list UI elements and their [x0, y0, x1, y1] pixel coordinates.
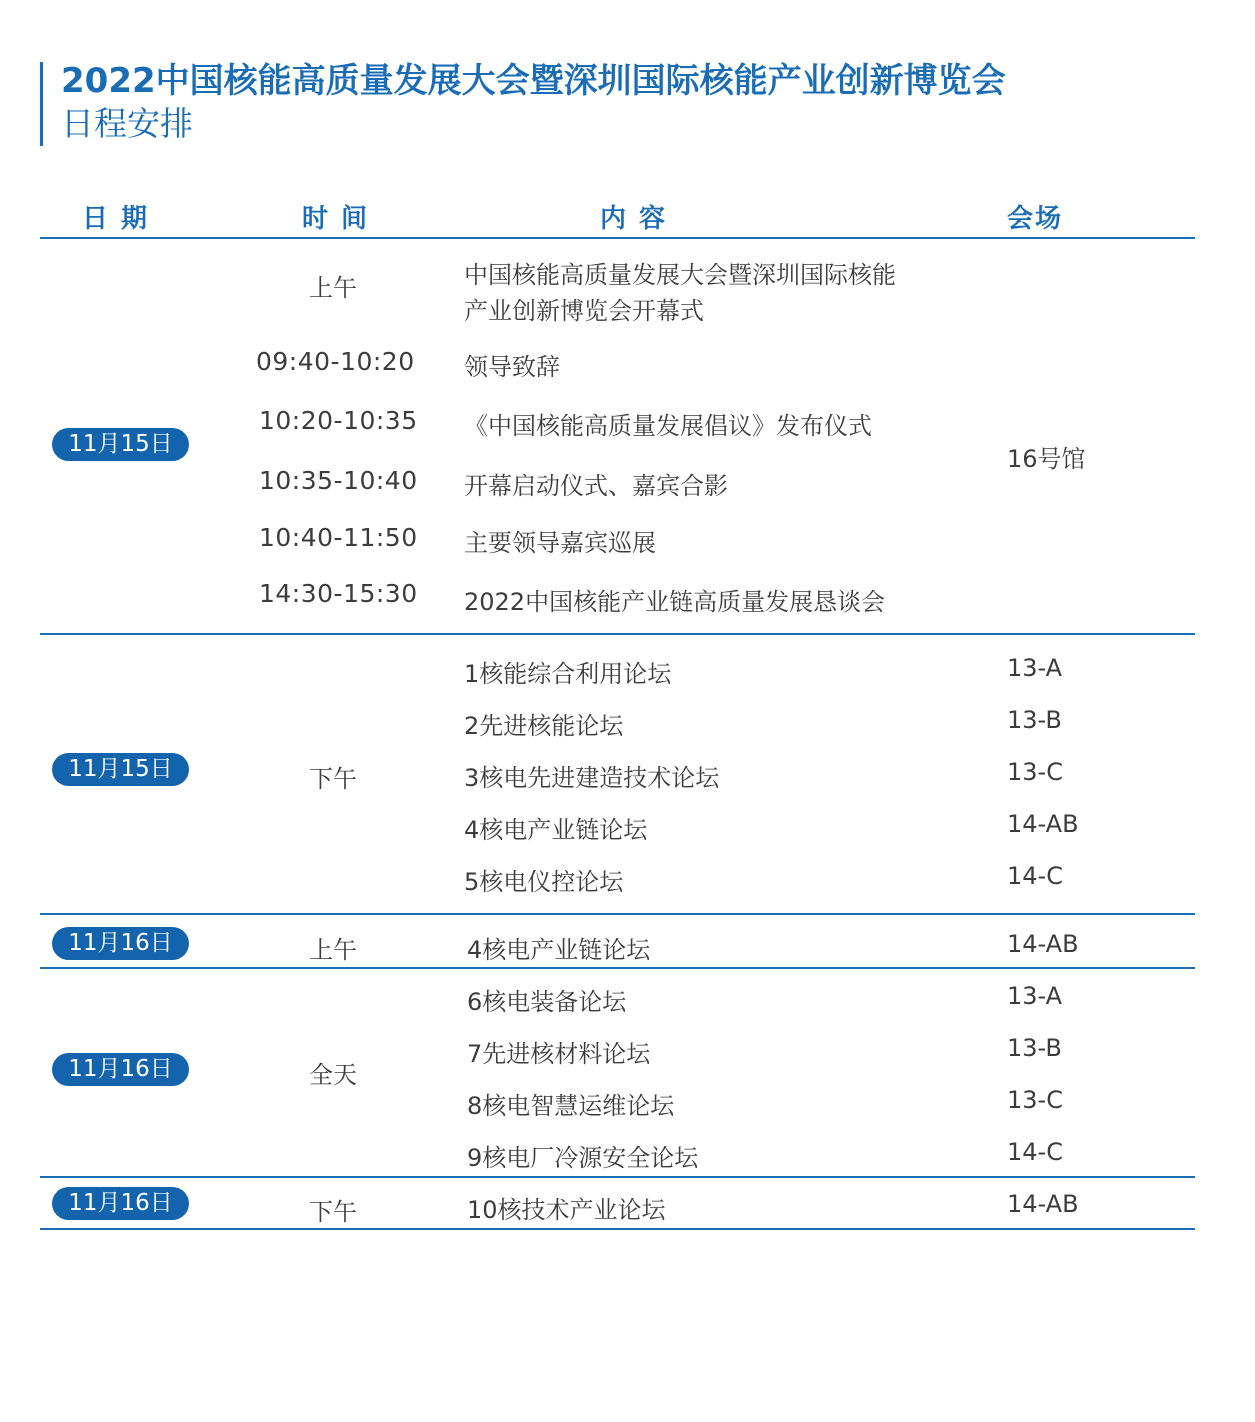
header-date: 日 期 [82, 204, 150, 234]
schedule-time: 14:30-15:30 [259, 579, 418, 608]
schedule-content: 2022中国核能产业链高质量发展恳谈会 [464, 588, 886, 616]
header-time: 时 间 [302, 204, 370, 234]
forum-venue: 13-B [1007, 1034, 1062, 1062]
section-divider [40, 913, 1195, 915]
date-badge: 11月15日 [52, 753, 189, 786]
table-bottom-divider [40, 1228, 1195, 1230]
forum-venue: 13-A [1007, 654, 1063, 682]
forum-name: 1核能综合利用论坛 [464, 660, 672, 688]
forum-name: 10核技术产业论坛 [467, 1196, 666, 1224]
forum-name: 4核电产业链论坛 [464, 816, 648, 844]
forum-name: 3核电先进建造技术论坛 [464, 764, 720, 792]
title-block [40, 62, 1006, 146]
forum-venue: 14-AB [1007, 930, 1079, 958]
opening-title-line1: 中国核能高质量发展大会暨深圳国际核能 [464, 261, 896, 289]
schedule-content: 开幕启动仪式、嘉宾合影 [464, 472, 728, 500]
page-subtitle: 日程安排 [61, 104, 193, 143]
venue-label: 16号馆 [1007, 445, 1086, 473]
forum-venue: 14-C [1007, 862, 1063, 890]
schedule-time: 10:20-10:35 [259, 406, 418, 435]
date-badge: 11月16日 [52, 1053, 189, 1086]
section-divider [40, 633, 1195, 635]
period-label: 上午 [309, 274, 357, 302]
forum-venue: 13-C [1007, 758, 1063, 786]
period-label: 下午 [309, 765, 357, 793]
section-divider [40, 1176, 1195, 1178]
period-label: 下午 [309, 1198, 357, 1226]
forum-venue: 14-C [1007, 1138, 1063, 1166]
forum-venue: 14-AB [1007, 1190, 1079, 1218]
date-badge: 11月15日 [52, 428, 189, 461]
forum-name: 6核电装备论坛 [467, 988, 627, 1016]
header-content: 内 容 [600, 204, 668, 234]
forum-name: 4核电产业链论坛 [467, 936, 651, 964]
schedule-time: 09:40-10:20 [256, 347, 415, 376]
forum-name: 9核电厂冷源安全论坛 [467, 1144, 699, 1172]
forum-venue: 13-B [1007, 706, 1062, 734]
forum-venue: 14-AB [1007, 810, 1079, 838]
schedule-time: 10:40-11:50 [259, 523, 418, 552]
date-badge: 11月16日 [52, 927, 189, 960]
forum-name: 5核电仪控论坛 [464, 868, 624, 896]
header-divider [40, 237, 1195, 239]
schedule-content: 《中国核能高质量发展倡议》发布仪式 [464, 412, 872, 440]
section-divider [40, 967, 1195, 969]
header-venue: 会场 [1007, 204, 1064, 234]
forum-venue: 13-C [1007, 1086, 1063, 1114]
schedule-content: 主要领导嘉宾巡展 [464, 529, 656, 557]
forum-name: 2先进核能论坛 [464, 712, 624, 740]
schedule-time: 10:35-10:40 [259, 466, 418, 495]
opening-title-line2: 产业创新博览会开幕式 [464, 297, 704, 325]
period-label: 上午 [309, 936, 357, 964]
forum-name: 8核电智慧运维论坛 [467, 1092, 675, 1120]
date-badge: 11月16日 [52, 1187, 189, 1220]
page-title: 2022中国核能高质量发展大会暨深圳国际核能产业创新博览会 [61, 61, 1006, 101]
forum-venue: 13-A [1007, 982, 1063, 1010]
period-label: 全天 [309, 1061, 357, 1089]
schedule-content: 领导致辞 [464, 353, 560, 381]
forum-name: 7先进核材料论坛 [467, 1040, 651, 1068]
